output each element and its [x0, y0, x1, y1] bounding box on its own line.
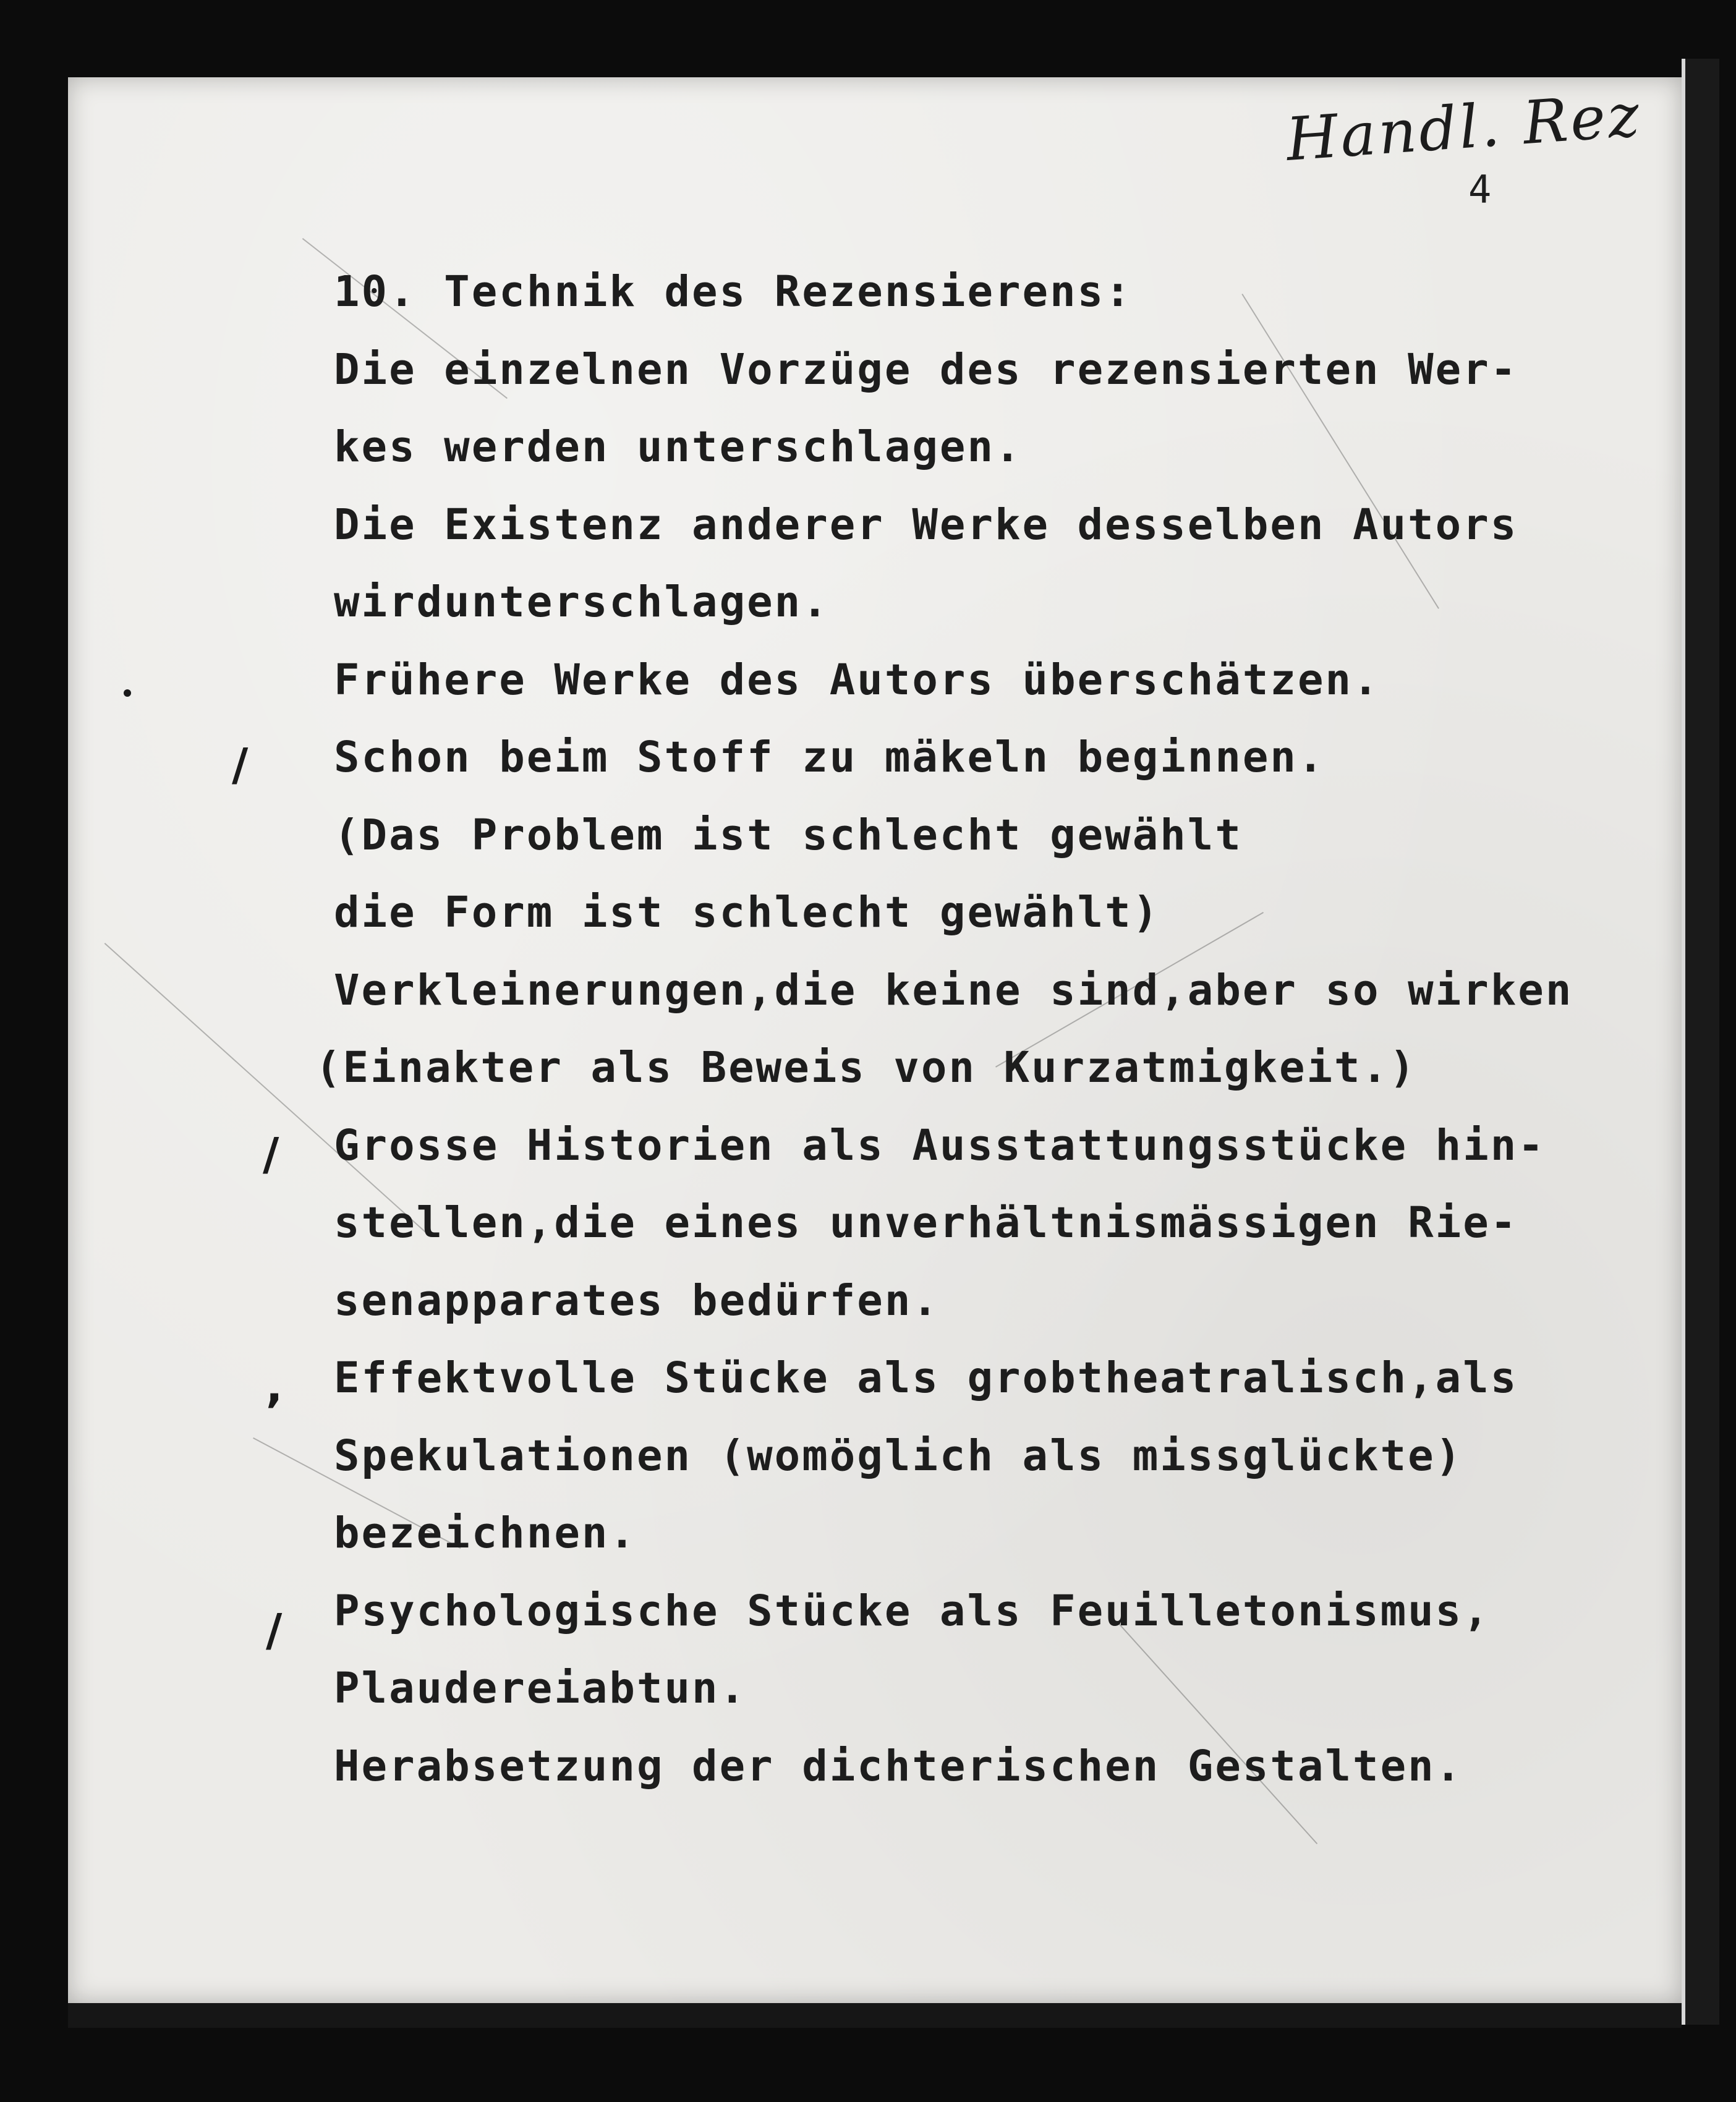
- margin-tick-mark: /: [263, 1128, 279, 1180]
- text-line: senapparates bedürfen.: [334, 1275, 940, 1325]
- text-line: Spekulationen (womöglich als missglückte): [334, 1431, 1463, 1481]
- text-line: Schon beim Stoff zu mäkeln beginnen.: [334, 733, 1325, 782]
- text-line: stellen,die eines unverhältnismässigen Rie-: [334, 1198, 1518, 1248]
- text-line: Effektvolle Stücke als grobtheatralisch,als: [334, 1353, 1518, 1403]
- margin-tick-mark: /: [232, 739, 249, 791]
- text-line: Psychologische Stücke als Feuilletonismus,: [334, 1586, 1491, 1636]
- film-edge-bottom: [68, 2003, 1682, 2028]
- margin-tick-mark: ,: [266, 1360, 283, 1412]
- text-line: (Das Problem ist schlecht gewählt: [334, 810, 1243, 860]
- page-number: 4: [1468, 167, 1492, 212]
- text-line: Die Existenz anderer Werke desselben Autors: [334, 500, 1518, 550]
- text-line: 10. Technik des Rezensierens:: [334, 267, 1133, 317]
- text-line: kes werden unterschlagen.: [334, 422, 1023, 472]
- text-line: wirdunterschlagen.: [334, 577, 830, 627]
- margin-dot: [124, 689, 131, 697]
- handwritten-note: Handl. Rez: [1283, 80, 1644, 174]
- text-line: Frühere Werke des Autors überschätzen.: [334, 655, 1381, 705]
- text-line: Grosse Historien als Ausstattungsstücke hin-: [334, 1120, 1546, 1170]
- text-line: die Form ist schlecht gewählt): [334, 888, 1160, 937]
- text-line: Plaudereiabtun.: [334, 1664, 747, 1713]
- text-line: Verkleinerungen,die keine sind,aber so wirken: [334, 965, 1573, 1015]
- text-line: bezeichnen.: [334, 1508, 637, 1558]
- margin-tick-mark: /: [266, 1604, 283, 1656]
- typed-text: [315, 253, 1573, 1805]
- film-edge-right: [1682, 59, 1719, 2025]
- text-line: Herabsetzung der dichterischen Gestalten.: [334, 1741, 1463, 1791]
- text-line: (Einakter als Beweis von Kurzatmigkeit.): [315, 1043, 1417, 1092]
- text-line: Die einzelnen Vorzüge des rezensierten Wer-: [334, 344, 1518, 394]
